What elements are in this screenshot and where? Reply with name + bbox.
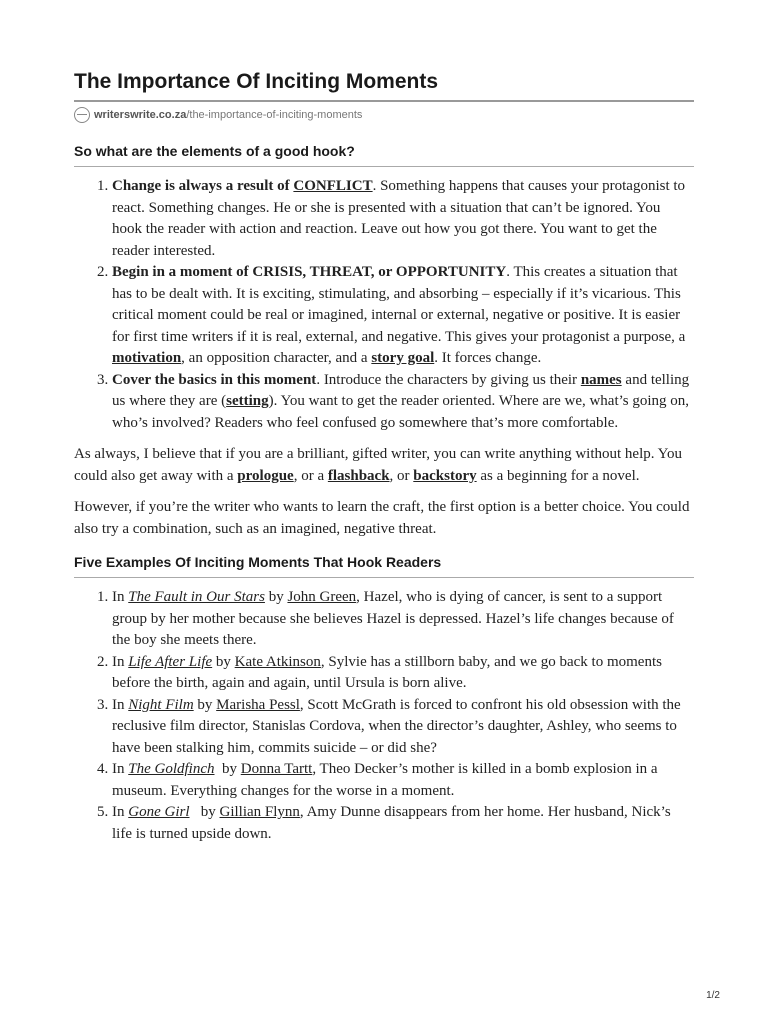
- story-goal-link[interactable]: story goal: [371, 350, 435, 366]
- list-item: [112, 262, 694, 370]
- item-text: In: [112, 696, 129, 713]
- item-lead: Change is always a result of: [112, 178, 294, 194]
- source-line: [74, 107, 694, 123]
- section-heading-hook: So what are the elements of a good hook?: [74, 143, 694, 167]
- source-path[interactable]: /the-importance-of-inciting-moments: [186, 109, 363, 121]
- book-link[interactable]: The Goldfinch: [128, 761, 215, 777]
- item-text: , Theo Decker’s mother is killed in a bomb explosion in a museum. Everything changes for the worse in a moment.: [112, 761, 658, 799]
- item-text: by: [264, 589, 288, 605]
- author-link[interactable]: Kate Atkinson: [234, 653, 321, 670]
- item-text: by: [212, 653, 235, 670]
- list-item: [112, 587, 694, 652]
- paragraph-text: , or: [389, 467, 414, 484]
- book-link[interactable]: Gone Girl: [128, 804, 190, 820]
- item-text: In: [112, 589, 129, 605]
- paragraph-text: As always, I believe that if you are a brilliant, gifted writer, you can write anything without help. You could also get away with a: [74, 446, 683, 484]
- author-link[interactable]: Marisha Pessl: [216, 696, 300, 713]
- flashback-link[interactable]: flashback: [327, 467, 390, 484]
- item-text: . Introduce the characters by giving us their: [316, 371, 581, 388]
- item-lead: Begin in a moment of CRISIS, THREAT, or OPPORTUNITY: [112, 264, 507, 280]
- paragraph-text: , or a: [293, 467, 328, 484]
- paragraph: However, if you’re the writer who wants to learn the craft, the first option is a better choice. You could also try a combination, such as an imagined, negative threat.: [74, 499, 690, 537]
- item-lead: Cover the basics in this moment: [112, 371, 317, 388]
- item-text: In: [112, 804, 129, 820]
- item-text: In: [112, 653, 129, 670]
- prologue-link[interactable]: prologue: [237, 467, 294, 484]
- list-item: [112, 695, 694, 760]
- item-text: , Amy Dunne disappears from her home. Her husband, Nick’s life is turned upside down.: [112, 804, 671, 842]
- backstory-link[interactable]: backstory: [413, 467, 477, 484]
- list-item: [112, 802, 694, 845]
- article: [74, 70, 694, 845]
- list-item: [112, 652, 694, 695]
- item-text: . It forces change.: [434, 350, 542, 366]
- book-link[interactable]: Life After Life: [128, 653, 213, 670]
- item-text: , an opposition character, and a: [181, 350, 372, 366]
- book-link[interactable]: Night Film: [128, 696, 194, 713]
- author-link[interactable]: John Green: [287, 589, 357, 605]
- item-text: In: [112, 761, 129, 777]
- globe-icon: [74, 107, 90, 123]
- examples-list: [74, 587, 694, 845]
- author-link[interactable]: Donna Tartt: [240, 761, 313, 777]
- page-title: The Importance Of Inciting Moments: [74, 70, 694, 102]
- section-heading-examples: Five Examples Of Inciting Moments That Hook Readers: [74, 554, 694, 578]
- item-text: by: [193, 696, 217, 713]
- motivation-link[interactable]: motivation: [112, 350, 182, 366]
- item-text: ). You want to get the reader oriented. Where are we, what’s going on, who’s involved? Readers who feel confused go somewhere that’s more comfortable.: [112, 393, 690, 431]
- paragraph: [74, 444, 694, 487]
- item-text: . This creates a situation that has to be dealt with. It is exciting, stimulating, and absorbing – especially if it’s vicarious. This critical moment could be real or imagined, internal or external, negative or positive. It is easier for first time writers if it is real, external, and negative. This gives your protagonist a purpose, a: [112, 264, 686, 345]
- source-domain[interactable]: writerswrite.co.za: [94, 109, 187, 121]
- list-item: [112, 759, 694, 802]
- item-text: by: [189, 804, 220, 820]
- hook-elements-list: [74, 176, 694, 434]
- item-text: , Hazel, who is dying of cancer, is sent to a support group by her mother because she believes Hazel is depressed. Hazel’s life changes because of the boy she meets there.: [112, 589, 674, 648]
- item-text: . Something happens that causes your protagonist to react. Something changes. He or she is presented with a situation that can’t be ignored. You hook the reader with action and reaction. Leave out how you got there. You want to get the reader interested.: [112, 178, 686, 259]
- conflict-link[interactable]: CONFLICT: [293, 178, 373, 194]
- author-link[interactable]: Gillian Flynn: [219, 804, 300, 820]
- setting-link[interactable]: setting: [226, 393, 269, 409]
- item-text: , Sylvie has a stillborn baby, and we go back to moments before the birth, again and again, until Ursula is born alive.: [112, 653, 662, 691]
- names-link[interactable]: names: [580, 371, 622, 388]
- item-text: , Scott McGrath is forced to confront his old obsession with the reclusive film director, Stanislas Cordova, when the director’s daughter, Ashley, who seems to have been stalking him, commits suicide – or did she?: [112, 696, 681, 756]
- page-number: 1/2: [706, 990, 720, 1001]
- item-text: and telling us where they are (: [112, 371, 690, 409]
- list-item: [112, 370, 694, 435]
- paragraph-text: as a beginning for a novel.: [476, 467, 640, 484]
- book-link[interactable]: The Fault in Our Stars: [128, 589, 265, 605]
- item-text: by: [214, 761, 241, 777]
- list-item: [112, 176, 694, 262]
